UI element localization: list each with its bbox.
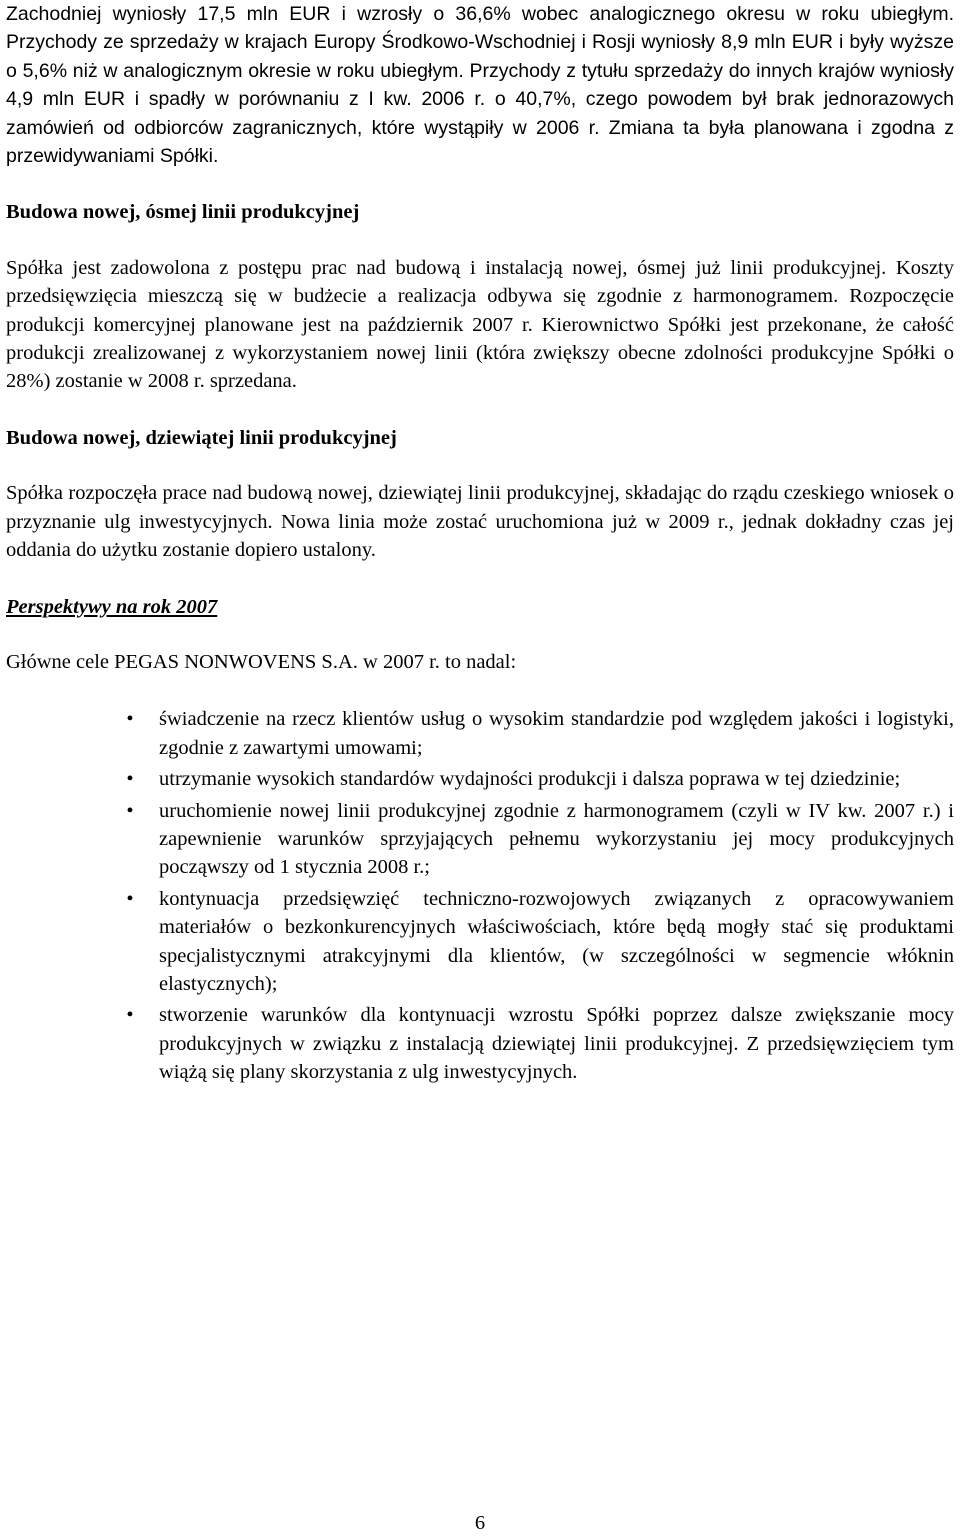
- bullet-icon: •: [126, 768, 134, 791]
- list-item: [6, 797, 954, 882]
- heading-eighth-line: Budowa nowej, ósmej linii produkcyjnej: [6, 201, 360, 224]
- bullet-icon: •: [126, 799, 134, 822]
- bullet-icon: •: [126, 1004, 134, 1027]
- goal-text: uruchomienie nowej linii produkcyjnej zgodnie z harmonogramem (czyli w IV kw. 2007 r.) i zapewnienie warunków sprzyjających pełnemu wykorzystaniu jej mocy produkcyjnych począwszy od 1 stycznia 2008 r.;: [159, 799, 954, 879]
- heading-ninth-line: Budowa nowej, dziewiątej linii produkcyjnej: [6, 426, 397, 449]
- bullet-icon: •: [126, 887, 134, 910]
- list-item: [6, 705, 954, 762]
- heading-outlook-2007: Perspektywy na rok 2007: [6, 595, 218, 618]
- intro-paragraph: Zachodniej wyniosły 17,5 mln EUR i wzrosły o 36,6% wobec analogicznego okresu w roku ubiegłym. Przychody ze sprzedaży w krajach Europy Środkowo-Wschodniej i Rosji wyniosły 8,9 mln EUR i były wyższe o 5,6% niż w analogicznym okresie w roku ubiegłym. Przychody z tytułu sprzedaży do innych krajów wyniosły 4,9 mln EUR i spadły w porównaniu z I kw. 2006 r. o 40,7%, czego powodem był brak jednorazowych zamówień od odbiorców zagranicznych, które wystąpiły w 2006 r. Zmiana ta była planowana i zgodna z przewidywaniami Spółki.: [6, 3, 954, 168]
- document-page: [6, 0, 954, 1087]
- list-item: [6, 885, 954, 999]
- goals-intro: Główne cele PEGAS NONWOVENS S.A. w 2007 r. to nadal:: [6, 650, 517, 673]
- bullet-icon: •: [126, 708, 134, 731]
- goal-text: utrzymanie wysokich standardów wydajności produkcji i dalsza poprawa w tej dziedzinie;: [159, 768, 901, 791]
- goal-text: świadczenie na rzecz klientów usług o wysokim standardzie pod względem jakości i logistyki, zgodnie z zawartymi umowami;: [159, 708, 954, 759]
- list-item: [6, 765, 954, 793]
- paragraph-ninth-line: Spółka rozpoczęła prace nad budową nowej, dziewiątej linii produkcyjnej, składając do rządu czeskiego wniosek o przyznanie ulg inwestycyjnych. Nowa linia może zostać uruchomiona już w 2009 r., jednak dokładny czas jej oddania do użytku zostanie dopiero ustalony.: [6, 482, 954, 562]
- goal-text: kontynuacja przedsięwzięć techniczno-rozwojowych związanych z opracowywaniem materiałów o bezkonkurencyjnych właściwościach, które będą mogły stać się produktami specjalistycznymi atrakcyjnymi dla klientów, (w szczególności w segmencie włóknin elastycznych);: [159, 887, 954, 995]
- paragraph-eighth-line: Spółka jest zadowolona z postępu prac nad budową i instalacją nowej, ósmej już linii produkcyjnej. Koszty przedsięwzięcia mieszczą się w budżecie a realizacja odbywa się zgodnie z harmonogramem. Rozpoczęcie produkcji komercyjnej planowane jest na październik 2007 r. Kierownictwo Spółki jest przekonane, że całość produkcji zrealizowanej z wykorzystaniem nowej linii (która zwiększy obecne zdolności produkcyjne Spółki o 28%) zostanie w 2008 r. sprzedana.: [6, 256, 954, 393]
- list-item: [6, 1001, 954, 1086]
- page-number: 6: [474, 1512, 486, 1534]
- goals-list: [6, 705, 954, 1086]
- goal-text: stworzenie warunków dla kontynuacji wzrostu Spółki poprzez dalsze zwiększanie mocy produkcyjnych w związku z instalacją dziewiątej linii produkcyjnej. Z przedsięwzięciem tym wiążą się plany skorzystania z ulg inwestycyjnych.: [159, 1004, 954, 1084]
